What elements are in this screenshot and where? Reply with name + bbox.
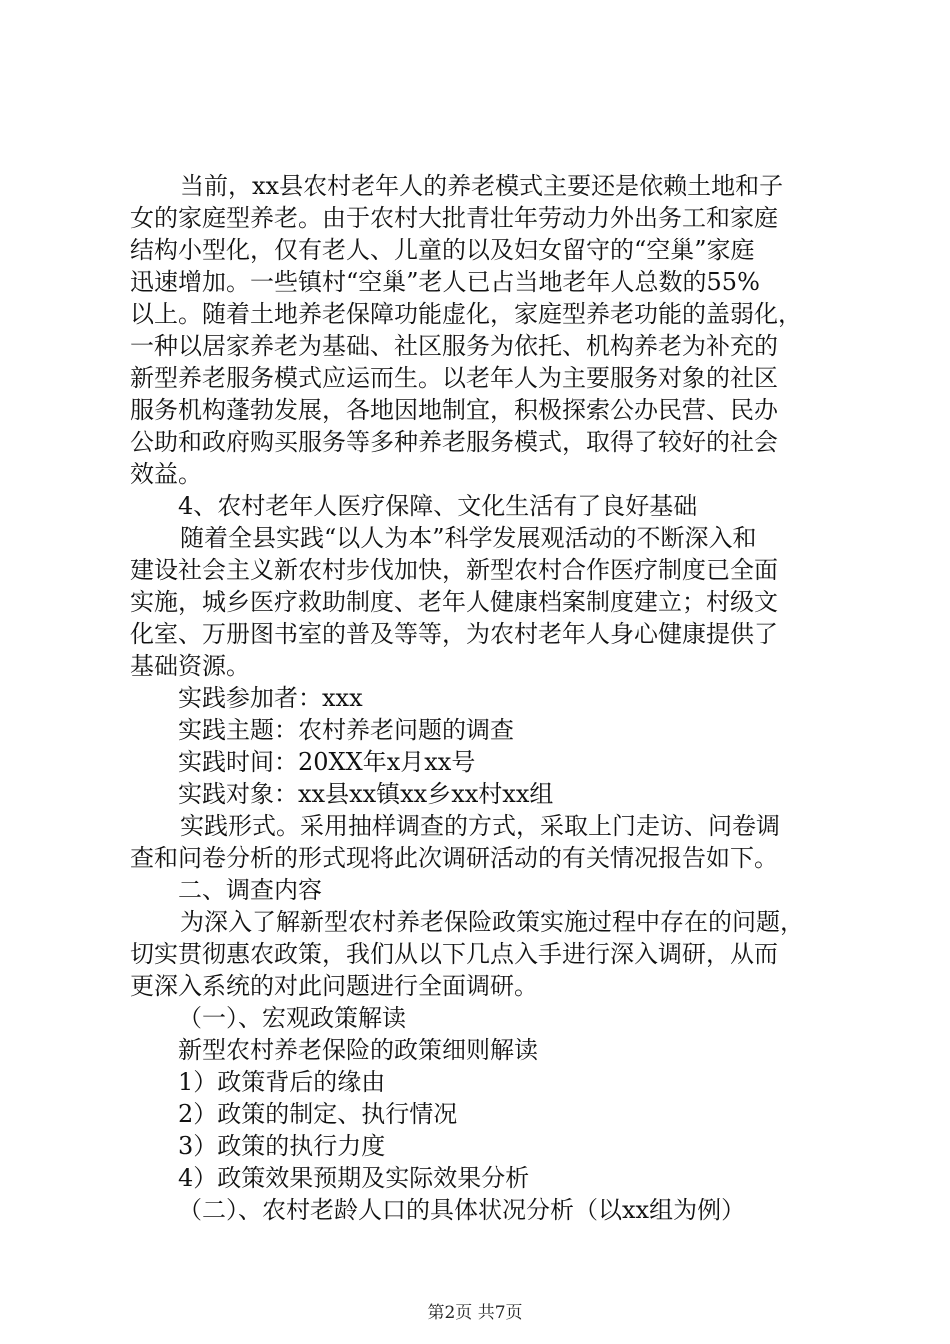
text-line: 更深入系统的对此问题进行全面调研。	[130, 972, 538, 1000]
text-line: （一）、宏观政策解读	[178, 1004, 406, 1032]
text-line: 效益。	[130, 460, 202, 488]
text-line: 结构小型化，仅有老人、儿童的以及妇女留守的“空巢”家庭	[130, 236, 755, 264]
text-line: 新型养老服务模式应运而生。以老年人为主要服务对象的社区	[130, 364, 778, 392]
text-line: 二、调查内容	[178, 876, 322, 904]
text-line: 一种以居家养老为基础、社区服务为依托、机构养老为补充的	[130, 332, 778, 360]
text-line: 为深入了解新型农村养老保险政策实施过程中存在的问题，	[180, 908, 804, 936]
text-line: 2）政策的制定、执行情况	[178, 1100, 458, 1128]
text-line: 3）政策的执行力度	[178, 1132, 386, 1160]
text-line: 切实贯彻惠农政策，我们从以下几点入手进行深入调研，从而	[130, 940, 778, 968]
document-body	[130, 170, 830, 1226]
text-line: 4、农村老年人医疗保障、文化生活有了良好基础	[178, 492, 698, 520]
page-footer: 第2页 共7页	[427, 1303, 523, 1323]
text-line: 公助和政府购买服务等多种养老服务模式，取得了较好的社会	[130, 428, 778, 456]
text-line: 基础资源。	[130, 652, 250, 680]
text-line: 随着全县实践“以人为本”科学发展观活动的不断深入和	[180, 524, 757, 552]
text-line: 查和问卷分析的形式现将此次调研活动的有关情况报告如下。	[130, 844, 778, 872]
text-line: 实践对象：xx县xx镇xx乡xx村xx组	[178, 780, 554, 808]
text-line: 当前，xx县农村老年人的养老模式主要还是依赖土地和子	[180, 172, 784, 200]
text-line: 实践参加者：xxx	[178, 684, 363, 712]
text-line: 化室、万册图书室的普及等等，为农村老年人身心健康提供了	[130, 620, 778, 648]
text-line: 实践主题：农村养老问题的调查	[178, 716, 514, 744]
text-line: 新型农村养老保险的政策细则解读	[178, 1036, 538, 1064]
text-line: 以上。随着土地养老保障功能虚化，家庭型养老功能的盖弱化，	[130, 300, 802, 328]
text-line: 迅速增加。一些镇村“空巢”老人已占当地老年人总数的55%	[130, 268, 760, 296]
text-line: 4）政策效果预期及实际效果分析	[178, 1164, 530, 1192]
text-line: 1）政策背后的缘由	[178, 1068, 386, 1096]
text-line: 实施，城乡医疗救助制度、老年人健康档案制度建立；村级文	[130, 588, 778, 616]
text-line: 建设社会主义新农村步伐加快，新型农村合作医疗制度已全面	[130, 556, 778, 584]
text-line: （二）、农村老龄人口的具体状况分析（以xx组为例）	[178, 1196, 746, 1224]
text-line: 实践时间：20XX年x月xx号	[178, 748, 476, 776]
text-line: 女的家庭型养老。由于农村大批青壮年劳动力外出务工和家庭	[130, 204, 778, 232]
text-line: 服务机构蓬勃发展，各地因地制宜，积极探索公办民营、民办	[130, 396, 778, 424]
text-line: 实践形式。采用抽样调查的方式，采取上门走访、问卷调	[180, 812, 780, 840]
